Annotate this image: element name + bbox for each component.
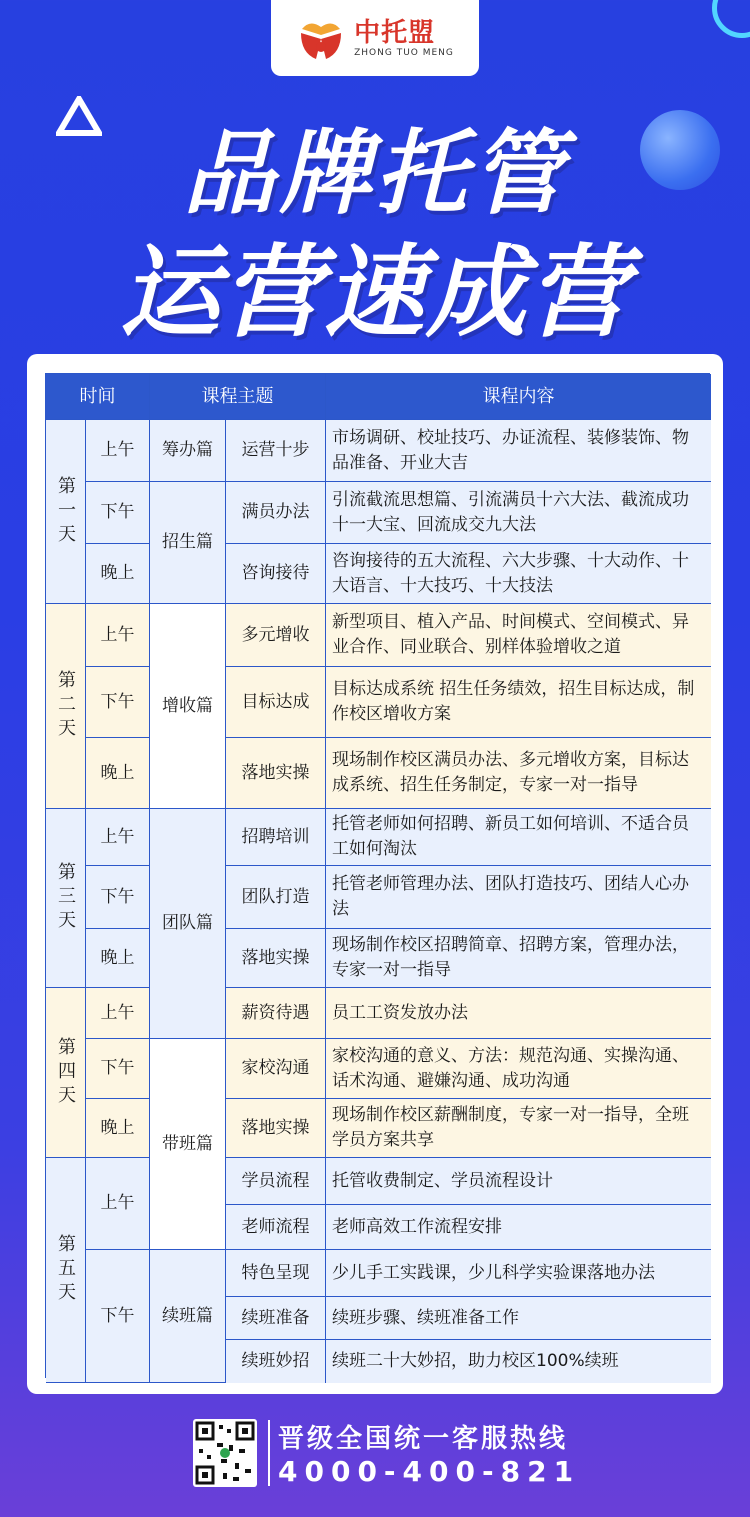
topic-cell: 落地实操: [226, 1099, 326, 1158]
content-cell: 咨询接待的五大流程、六大步骤、十大动作、十大语言、十大技巧、十大技法: [326, 544, 711, 604]
page-title-line1: 品牌托管: [182, 120, 567, 227]
topic-cell: 特色呈现: [226, 1250, 326, 1297]
day-label: 第一天: [46, 420, 86, 604]
content-cell: 托管老师如何招聘、新员工如何培训、不适合员工如何淘汰: [326, 809, 711, 866]
topic-cell: 落地实操: [226, 738, 326, 809]
logo-mark-icon: [296, 13, 346, 63]
topic-cell: 招聘培训: [226, 809, 326, 866]
period-label: 晚上: [86, 929, 150, 988]
topic-cell: 薪资待遇: [226, 988, 326, 1039]
brand-name-en: ZHONG TUO MENG: [354, 48, 454, 58]
topic-cell: 运营十步: [226, 420, 326, 482]
footer-divider: [268, 1420, 270, 1486]
day-label: 第二天: [46, 604, 86, 809]
period-label: 下午: [86, 1250, 150, 1383]
content-cell: 老师高效工作流程安排: [326, 1205, 711, 1250]
brand-logo: [271, 0, 479, 76]
day-label: 第五天: [46, 1158, 86, 1383]
content-cell: 续班步骤、续班准备工作: [326, 1297, 711, 1340]
chapter-label: 续班篇: [150, 1250, 226, 1383]
course-schedule-table: [45, 373, 710, 1378]
content-cell: 托管收费制定、学员流程设计: [326, 1158, 711, 1205]
period-label: 上午: [86, 988, 150, 1039]
day-label: 第三天: [46, 809, 86, 988]
content-cell: 现场制作校区招聘简章、招聘方案，管理办法，专家一对一指导: [326, 929, 711, 988]
period-label: 上午: [86, 1158, 150, 1250]
topic-cell: 多元增收: [226, 604, 326, 667]
content-cell: 少儿手工实践课，少儿科学实验课落地办法: [326, 1250, 711, 1297]
hotline-phone[interactable]: 4000-400-821: [278, 1455, 581, 1488]
topic-cell: 团队打造: [226, 866, 326, 929]
topic-cell: 老师流程: [226, 1205, 326, 1250]
topic-cell: 学员流程: [226, 1158, 326, 1205]
content-cell: 引流截流思想篇、引流满员十六大法、截流成功十一大宝、回流成交九大法: [326, 482, 711, 544]
header-time: 时间: [46, 374, 150, 420]
qr-code-icon[interactable]: [193, 1419, 257, 1487]
content-cell: 员工工资发放办法: [326, 988, 711, 1039]
topic-cell: 满员办法: [226, 482, 326, 544]
period-label: 下午: [86, 866, 150, 929]
day-label: 第四天: [46, 988, 86, 1158]
period-label: 晚上: [86, 544, 150, 604]
content-cell: 新型项目、植入产品、时间模式、空间模式、异业合作、同业联合、别样体验增收之道: [326, 604, 711, 667]
topic-cell: 咨询接待: [226, 544, 326, 604]
content-cell: 续班二十大妙招，助力校区100%续班: [326, 1340, 711, 1383]
content-cell: 市场调研、校址技巧、办证流程、装修装饰、物品准备、开业大吉: [326, 420, 711, 482]
content-cell: 目标达成系统 招生任务绩效，招生目标达成，制作校区增收方案: [326, 667, 711, 738]
hotline-label: 晋级全国统一客服热线: [278, 1424, 569, 1454]
chapter-label: 增收篇: [150, 604, 226, 809]
period-label: 下午: [86, 667, 150, 738]
period-label: 下午: [86, 1039, 150, 1099]
content-cell: 家校沟通的意义、方法：规范沟通、实操沟通、话术沟通、避嫌沟通、成功沟通: [326, 1039, 711, 1099]
topic-cell: 家校沟通: [226, 1039, 326, 1099]
content-cell: 现场制作校区薪酬制度，专家一对一指导，全班学员方案共享: [326, 1099, 711, 1158]
chapter-label: 招生篇: [150, 482, 226, 604]
period-label: 上午: [86, 809, 150, 866]
chapter-label: 团队篇: [150, 809, 226, 1039]
topic-cell: 续班妙招: [226, 1340, 326, 1383]
header-content: 课程内容: [326, 374, 711, 420]
period-label: 下午: [86, 482, 150, 544]
chapter-label: 筹办篇: [150, 420, 226, 482]
period-label: 晚上: [86, 738, 150, 809]
page-title-line2: 运营速成营: [120, 234, 630, 351]
period-label: 上午: [86, 420, 150, 482]
content-cell: 托管老师管理办法、团队打造技巧、团结人心办法: [326, 866, 711, 929]
brand-name-cn: 中托盟: [354, 18, 436, 48]
topic-cell: 落地实操: [226, 929, 326, 988]
topic-cell: 目标达成: [226, 667, 326, 738]
content-cell: 现场制作校区满员办法、多元增收方案，目标达成系统、招生任务制定，专家一对一指导: [326, 738, 711, 809]
header-theme: 课程主题: [150, 374, 326, 420]
period-label: 晚上: [86, 1099, 150, 1158]
decor-circle-ring: [712, 0, 750, 38]
topic-cell: 续班准备: [226, 1297, 326, 1340]
period-label: 上午: [86, 604, 150, 667]
chapter-label: 带班篇: [150, 1039, 226, 1250]
